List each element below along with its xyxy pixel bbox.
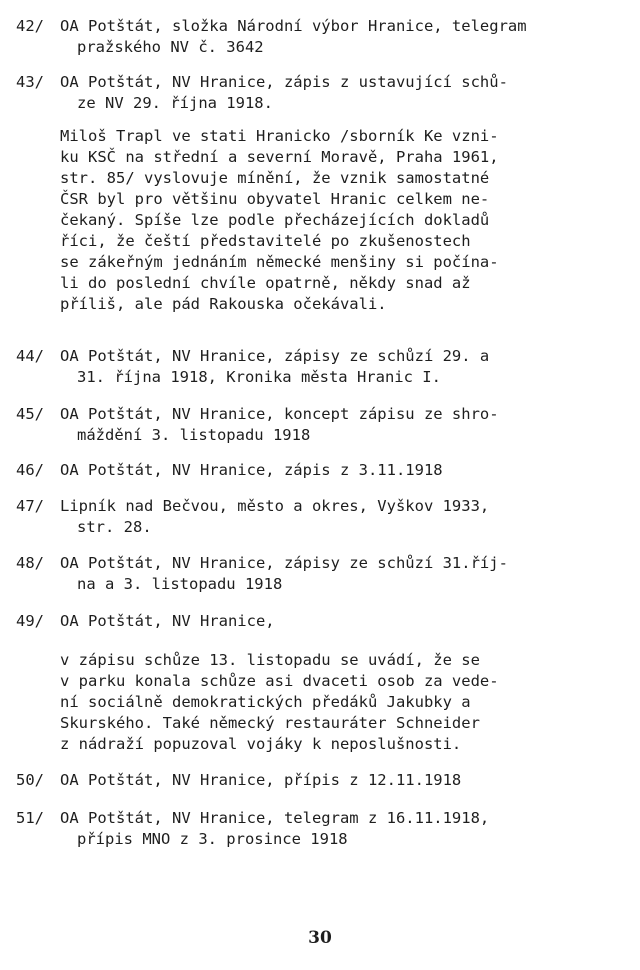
text-line: ku KSČ na střední a severní Moravě, Praha 1961,: [60, 148, 499, 166]
text-line: li do poslední chvíle opatrně, někdy snad až: [60, 274, 471, 292]
footnote-number: 43/: [16, 73, 44, 91]
text-line: OA Potštát, NV Hranice, zápis z ustavující schů-: [60, 73, 508, 91]
text-line: OA Potštát, NV Hranice, zápisy ze schůzí 29. a: [60, 347, 490, 365]
text-line: OA Potštát, NV Hranice, zápis z 3.11.1918: [60, 461, 443, 479]
text-line: ČSR byl pro většinu obyvatel Hranic celkem ne-: [60, 190, 490, 208]
footnote-text: [60, 808, 630, 850]
text-line: čekaný. Spíše lze podle přecházejících dokladů: [60, 211, 490, 229]
text-line: OA Potštát, NV Hranice,: [60, 612, 275, 630]
footnote-text: [60, 553, 630, 595]
text-line: OA Potštát, NV Hranice, koncept zápisu ze shro-: [60, 405, 499, 423]
text-line: v zápisu schůze 13. listopadu se uvádí, že se: [60, 651, 480, 669]
footnote-number: 49/: [16, 612, 44, 630]
text-line: ze NV 29. října 1918.: [77, 94, 273, 112]
text-line: příliš, ale pád Rakouska očekávali.: [60, 295, 387, 313]
footnote-number: 51/: [16, 809, 44, 827]
footnote-text: [60, 72, 630, 114]
footnote-text: [60, 460, 630, 481]
footnote-text: [60, 496, 630, 538]
footnote-number: 45/: [16, 405, 44, 423]
text-line: OA Potštát, NV Hranice, přípis z 12.11.1918: [60, 771, 462, 789]
text-line: Lipník nad Bečvou, město a okres, Vyškov 1933,: [60, 497, 490, 515]
text-line: pražského NV č. 3642: [77, 38, 264, 56]
footnote-text: [60, 404, 630, 446]
commentary-paragraph-49: [60, 650, 620, 755]
text-line: se zákeřným jednáním německé menšiny si počína-: [60, 253, 499, 271]
text-line: říci, že čeští představitelé po zkušenostech: [60, 232, 471, 250]
text-line: Miloš Trapl ve stati Hranicko /sborník Ke vzni-: [60, 127, 499, 145]
page-number: 30: [308, 928, 332, 948]
footnote-text: [60, 611, 630, 632]
footnote-text: [60, 16, 630, 58]
text-line: na a 3. listopadu 1918: [77, 575, 283, 593]
text-line: OA Potštát, NV Hranice, zápisy ze schůzí 31.říj-: [60, 554, 508, 572]
text-line: str. 85/ vyslovuje mínění, že vznik samostatné: [60, 169, 490, 187]
commentary-paragraph-43: [60, 126, 620, 315]
footnote-number: 50/: [16, 771, 44, 789]
text-line: OA Potštát, NV Hranice, telegram z 16.11.1918,: [60, 809, 490, 827]
text-line: 31. října 1918, Kronika města Hranic I.: [77, 368, 441, 386]
text-line: máždění 3. listopadu 1918: [77, 426, 311, 444]
text-line: v parku konala schůze asi dvaceti osob za vede-: [60, 672, 499, 690]
text-line: Skurského. Také německý restauráter Schneider: [60, 714, 480, 732]
footnote-number: 48/: [16, 554, 44, 572]
text-line: str. 28.: [77, 518, 152, 536]
footnote-number: 44/: [16, 347, 44, 365]
footnote-text: [60, 346, 630, 388]
footnote-number: 47/: [16, 497, 44, 515]
footnote-text: [60, 770, 630, 791]
footnote-number: 46/: [16, 461, 44, 479]
text-line: z nádraží popuzoval vojáky k neposlušnosti.: [60, 735, 462, 753]
text-line: OA Potštát, složka Národní výbor Hranice, telegram: [60, 17, 527, 35]
footnote-number: 42/: [16, 17, 44, 35]
text-line: přípis MNO z 3. prosince 1918: [77, 830, 348, 848]
text-line: ní sociálně demokratických předáků Jakubky a: [60, 693, 471, 711]
